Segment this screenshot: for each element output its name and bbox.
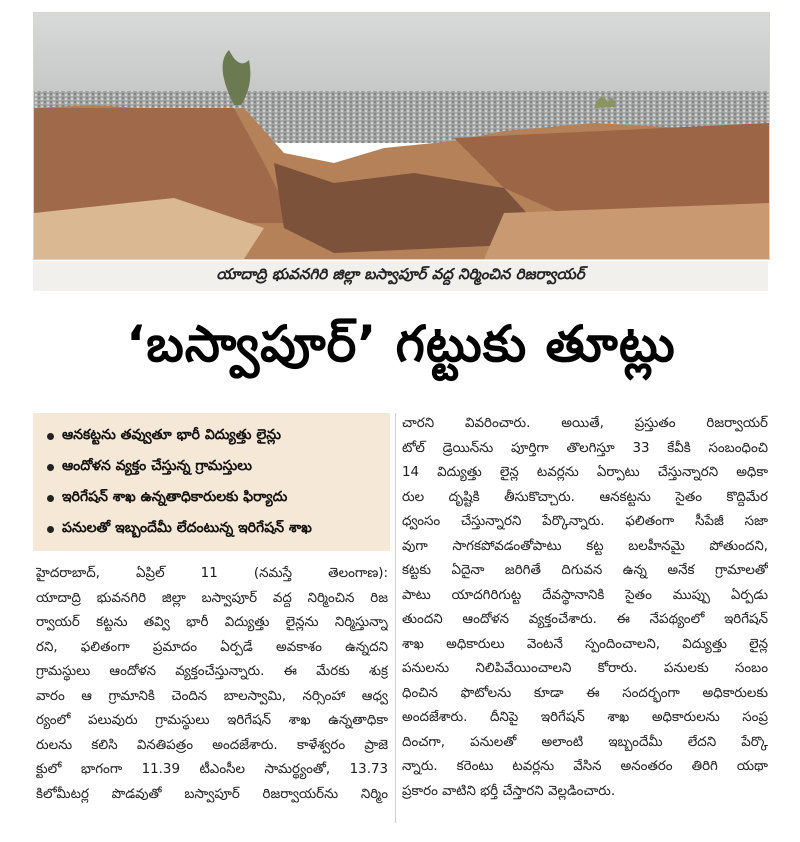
article-line: దించగా, పనులతో అలాంటి ఇబ్బందేమీ లేదని పేర్కొ [402,734,768,750]
article-line: పనులను నిలిపివేయించాలని కోరారు. పనులకు సంబం [402,661,768,676]
article-line: ర్యంలో పలువురు గ్రామస్థులు ఇరిగేషన్‌ శాఖ ఉన్నతాధికా [36,713,388,728]
article-line: వారం ఆ గ్రామానికి చెందిన బాలస్వామి, నర్సింహా ఆధ్వ [36,688,388,704]
article-line: శాఖ అధికారులు వెంటనే స్పందించాలని, విద్యుత్తు లైన్ల [402,636,768,652]
bullet-icon [47,433,54,440]
highlight-item: ఆనకట్టను తవ్వుతూ భారీ విద్యుత్తు లైన్లు [47,421,380,452]
highlights-box [33,413,390,551]
article-line: పాటు యాదగిరిగుట్ట దేవస్థానానికి సైతం ముప్పు ఏర్పడు [402,587,768,603]
article-line: అందజేశారు. దీనిపై ఇరిగేషన్‌ శాఖ అధికారులను సంప్ర [402,710,768,725]
highlight-item: పనులతో ఇబ్బందేమీ లేదంటున్న ఇరిగేషన్‌ శాఖ [47,514,380,545]
article-line: చారని వివరించారు. అయితే, ప్రస్తుతం రిజర్వాయర్‌ [402,416,768,431]
article-line: కట్టకు ఏదైనా జరిగితే దిగువన ఉన్న అనేక గ్రామాలతో [402,563,768,578]
article-line: టోల్‌ డ్రెయిన్‌ను పూర్తిగా తొలగిస్తూ 33 కేవీకి సంబంధించి [402,440,768,456]
headline: ‘బస్వాపూర్‌’ గట్టుకు తూట్లు [126,314,676,373]
article-line: రులను కలిసి వినతిపత్రం అందజేశారు. కాళేశ్వరం ప్రాజె [36,737,388,753]
article-line: ధించిన ఫొటోలను కూడా ఈ సందర్భంగా అధికారులకు [402,685,768,701]
article-line: ప్రకారం వాటిని భర్తీ చేస్తారని వెల్లడించారు. [402,783,616,799]
article-line: గ్రామస్థులు ఆందోళన వ్యక్తంచేస్తున్నారు. ఈ మేరకు శుక్ర [36,664,388,679]
article-line: కిలోమీటర్ల పొడవుతో బస్వాపూర్‌ రిజర్వాయర్‌ను నిర్మిం [36,786,388,802]
article-line: హైదరాబాద్‌, ఏప్రిల్‌ 11 (నమస్తే తెలంగాణ): [36,566,388,581]
article-line: ధ్వంసం చేస్తున్నారని పేర్కొన్నారు. ఫలితంగా సీపేజీ సజా [402,514,768,529]
highlight-item: ఇరిగేషన్‌ శాఖ ఉన్నతాధికారులకు ఫిర్యాదు [47,483,380,514]
article-line: రుల దృష్టికి తీసుకొచ్చారు. ఆనకట్టను సైతం కొద్దిమేర [402,489,768,505]
article-line: వుగా సాగకపోవడంతోపాటు కట్ట బలహీనమై పోతుందని, [402,538,768,554]
news-photo [33,12,770,260]
article-line: న్నారు. కరెంటు టవర్లను వేసిన అనంతరం తిరిగి యథా [402,759,768,774]
article-column-left [36,562,388,807]
bullet-icon [47,526,54,533]
highlight-item: ఆందోళన వ్యక్తం చేస్తున్న గ్రామస్తులు [47,452,380,483]
article-line: 14 విద్యుత్తు లైన్ల టవర్లను ఏర్పాటు చేస్తున్నారని అధికా [402,465,768,480]
bullet-icon [47,464,54,471]
reservoir-breach-photo-icon [34,13,769,259]
article-line: ర్వాయర్‌ కట్టను తవ్వి భారీ విద్యుత్తు లైన్లను నిర్మిస్తున్నా [36,615,388,630]
article-line: రని, ఫలితంగా ప్రమాదం ఏర్పడే అవకాశం ఉన్నదని [36,639,388,655]
column-divider [395,413,396,823]
article-line: తుందని ఆందోళన వ్యక్తంచేశారు. ఈ నేపథ్యంలో ఇరిగేషన్‌ [402,612,768,627]
article-line: యాదాద్రి భువనగిరి జిల్లా బస్వాపూర్‌ వద్ద నిర్మించిన రిజ [36,590,388,606]
article-line: క్టులో భాగంగా 11.39 టీఎంసీల సామర్థ్యంతో, 13.73 [36,762,388,777]
bullet-icon [47,495,54,502]
article-column-right [402,412,768,804]
photo-caption: యాదాద్రి భువనగిరి జిల్లా బస్వాపూర్‌ వద్ద నిర్మించిన రిజర్వాయర్‌ [33,261,768,291]
